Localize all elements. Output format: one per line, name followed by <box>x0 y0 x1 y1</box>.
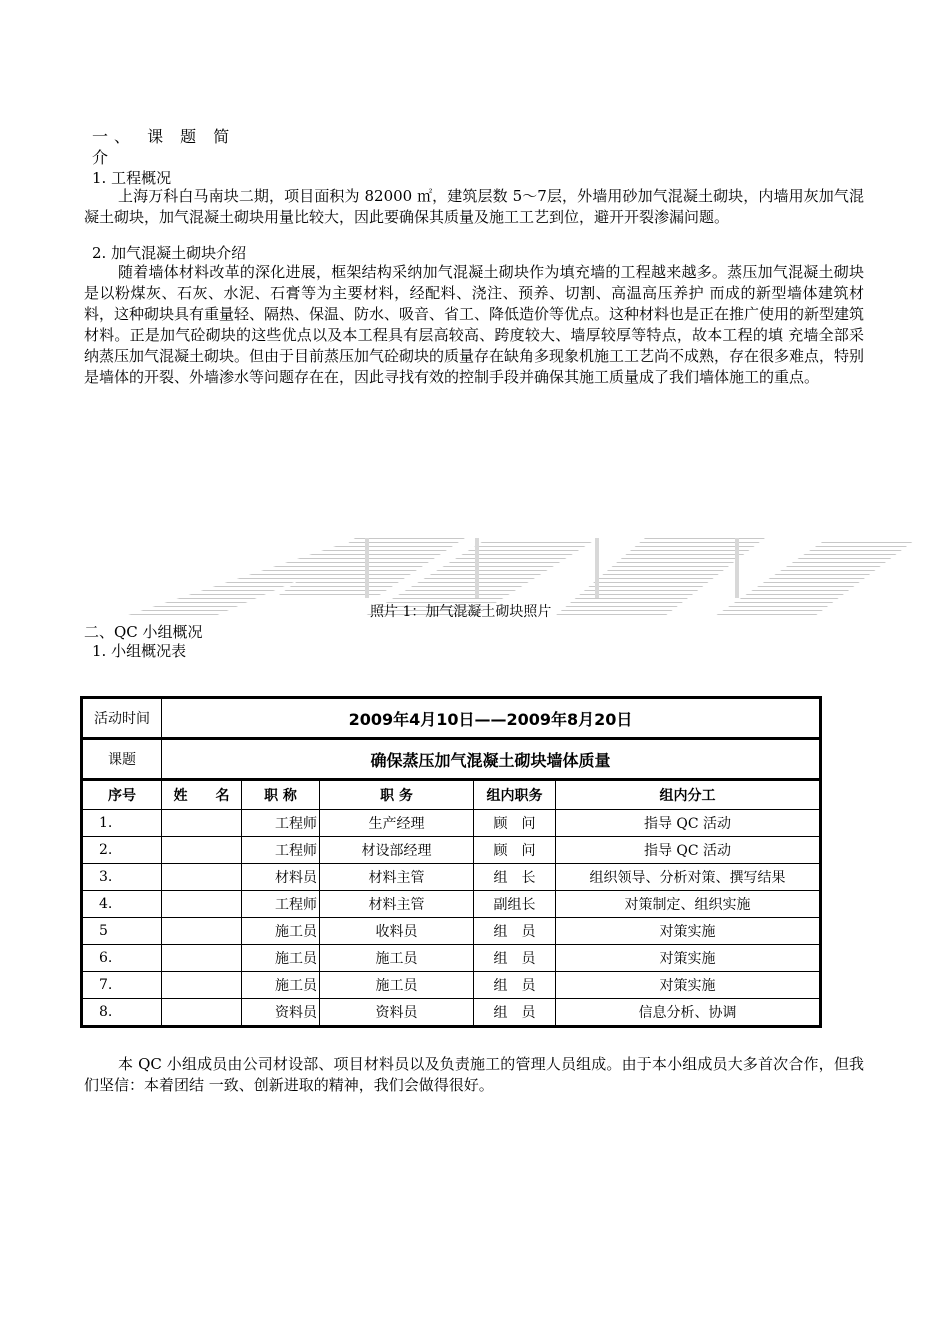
cell-no: 2. <box>82 837 162 864</box>
cell-no: 8. <box>82 999 162 1027</box>
cell-title: 工程师 <box>242 837 320 864</box>
cell-duty: 指导 QC 活动 <box>556 810 821 837</box>
cell-position: 材设部经理 <box>320 837 474 864</box>
cell-position: 材料主管 <box>320 891 474 918</box>
cell-title: 施工员 <box>242 972 320 999</box>
cell-title: 工程师 <box>242 891 320 918</box>
cell-group-role: 组 员 <box>474 999 556 1027</box>
cell-name <box>162 864 242 891</box>
project-overview-text: 上海万科白马南块二期，项目面积为 82000 ㎡，建筑层数 5～7层，外墙用砂加气混凝土砌块，内墙用灰加气混凝土砌块，加气混凝土砌块用量比较大，因此要确保其质量及施工工艺到位，避开开裂渗漏问题。 <box>84 187 864 226</box>
table-row <box>82 864 821 891</box>
cell-name <box>162 945 242 972</box>
cell-duty: 指导 QC 活动 <box>556 837 821 864</box>
table-row-activity-time <box>82 698 821 739</box>
cell-group-role: 组 员 <box>474 945 556 972</box>
topic-value: 确保蒸压加气混凝土砌块墙体质量 <box>162 739 821 780</box>
section1-heading: 一、 课 题 简 <box>92 127 236 146</box>
table-row-topic <box>82 739 821 780</box>
cell-no: 6. <box>82 945 162 972</box>
qc-group-table <box>80 696 822 1028</box>
table-row <box>82 891 821 918</box>
table-row <box>82 999 821 1027</box>
cell-no: 1. <box>82 810 162 837</box>
topic-label: 课题 <box>82 739 162 780</box>
cell-title: 工程师 <box>242 810 320 837</box>
header-cell: 组内职务 <box>474 780 556 810</box>
header-cell: 组内分工 <box>556 780 821 810</box>
table-row <box>82 972 821 999</box>
header-cell: 姓 名 <box>162 780 242 810</box>
cell-name <box>162 972 242 999</box>
subsection-title-group-table: 1. 小组概况表 <box>92 642 187 660</box>
header-cell: 序号 <box>82 780 162 810</box>
cell-title: 资料员 <box>242 999 320 1027</box>
header-cell: 职 务 <box>320 780 474 810</box>
cell-name <box>162 810 242 837</box>
table-header-row <box>82 780 821 810</box>
cell-name <box>162 999 242 1027</box>
cell-no: 5 <box>82 918 162 945</box>
block-intro-text: 随着墙体材料改革的深化进展，框架结构采纳加气混凝土砌块作为填充墙的工程越来越多。蒸压加气混凝土砌块是以粉煤灰、石灰、水泥、石膏等为主要材料，经配料、浇注、预养、切割、高温高压养护 而成的新型墙体建筑材料，这种砌块具有重量轻、隔热、保温、防水、吸音、省工、降低造价等优点。这种材料也是正在推广使用的新型建筑材料。正是加气砼砌块的这些优点以及本工程具有层高较高、跨度较大、墙厚较厚等特点，故本工程的填 充墙全部采纳蒸压加气混凝土砌块。但由于目前蒸压加气砼砌块的质量存在缺角多现象机施工工艺尚不成熟，存在很多难点，特别是墙体的开裂、外墙渗水等问题存在在，因此寻找有效的控制手段并确保其施工质量成了我们墙体施工的重点。 <box>84 263 865 386</box>
activity-time-value: 2009年4月10日——2009年8月20日 <box>162 698 821 739</box>
table-row <box>82 918 821 945</box>
table-row <box>82 810 821 837</box>
header-cell: 职 称 <box>242 780 320 810</box>
cell-no: 7. <box>82 972 162 999</box>
cell-position: 资料员 <box>320 999 474 1027</box>
cell-position: 生产经理 <box>320 810 474 837</box>
cell-title: 施工员 <box>242 918 320 945</box>
cell-name <box>162 918 242 945</box>
cell-name <box>162 891 242 918</box>
photo-caption: 照片 1：加气混凝土砌块照片 <box>370 604 552 620</box>
cell-group-role: 组 长 <box>474 864 556 891</box>
subsection-title-project-overview: 1. 工程概况 <box>92 169 172 187</box>
subsection-title-block-intro: 2. 加气混凝土砌块介绍 <box>92 244 247 262</box>
activity-time-label: 活动时间 <box>82 698 162 739</box>
cell-duty: 对策实施 <box>556 945 821 972</box>
cell-position: 施工员 <box>320 972 474 999</box>
cell-group-role: 顾 问 <box>474 837 556 864</box>
cell-position: 施工员 <box>320 945 474 972</box>
cell-position: 材料主管 <box>320 864 474 891</box>
cell-title: 施工员 <box>242 945 320 972</box>
section2-heading: 二、QC 小组概况 <box>84 623 203 641</box>
table-row <box>82 945 821 972</box>
cell-duty: 对策实施 <box>556 918 821 945</box>
table-row <box>82 837 821 864</box>
cell-group-role: 顾 问 <box>474 810 556 837</box>
cell-duty: 组织领导、分析对策、撰写结果 <box>556 864 821 891</box>
cell-position: 收料员 <box>320 918 474 945</box>
cell-duty: 对策实施 <box>556 972 821 999</box>
section1-heading-cont: 介 <box>92 148 109 167</box>
cell-group-role: 副组长 <box>474 891 556 918</box>
cell-name <box>162 837 242 864</box>
cell-no: 4. <box>82 891 162 918</box>
cell-group-role: 组 员 <box>474 918 556 945</box>
cell-duty: 信息分析、协调 <box>556 999 821 1027</box>
cell-group-role: 组 员 <box>474 972 556 999</box>
cell-duty: 对策制定、组织实施 <box>556 891 821 918</box>
cell-no: 3. <box>82 864 162 891</box>
cell-title: 材料员 <box>242 864 320 891</box>
group-description-text: 本 QC 小组成员由公司材设部、项目材料员以及负责施工的管理人员组成。由于本小组成员大多首次合作，但我们坚信：本着团结 一致、创新进取的精神，我们会做得很好。 <box>84 1055 864 1094</box>
